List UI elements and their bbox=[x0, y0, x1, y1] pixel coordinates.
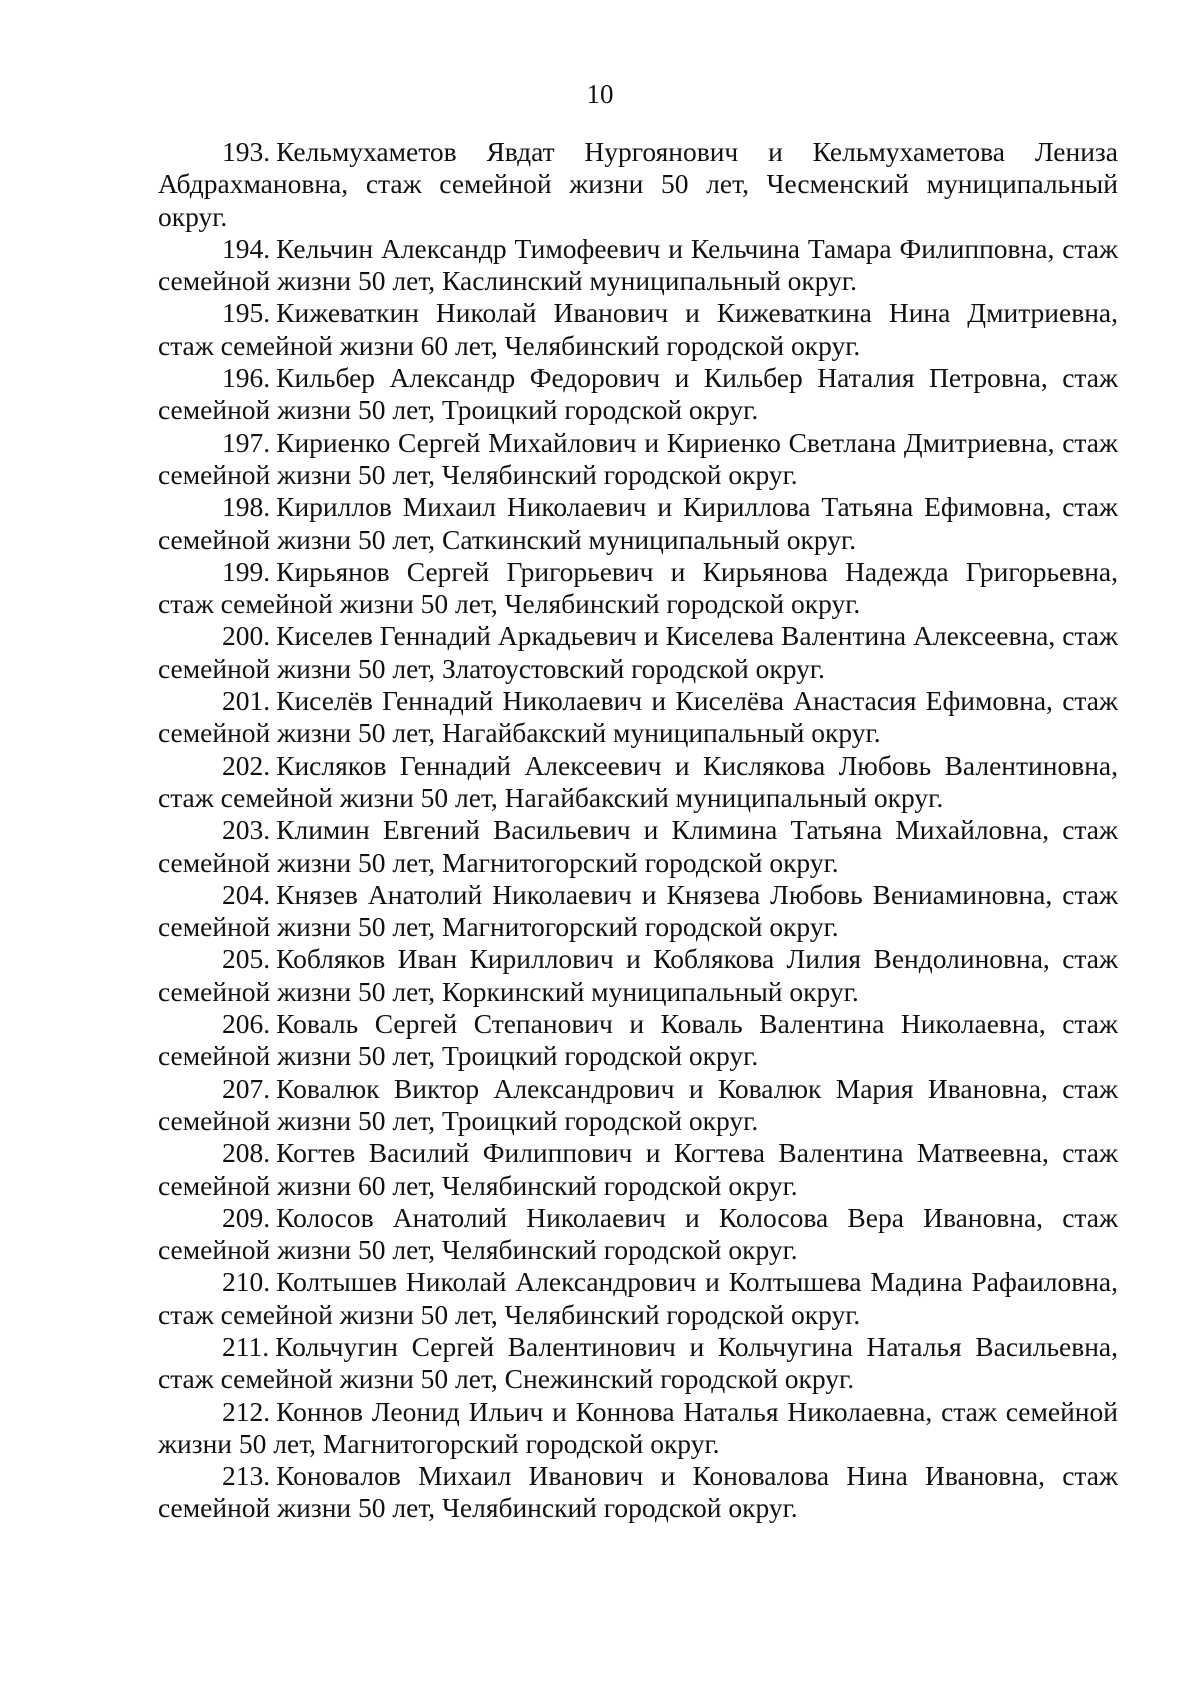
list-item bbox=[158, 943, 1118, 1008]
list-item bbox=[158, 1460, 1118, 1525]
entry-text: Кольчугин Сергей Валентинович и Кольчугина Наталья Васильевна, стаж семейной жизни 50 лет, Снежинский городской округ. bbox=[158, 1330, 1118, 1395]
entry-text: Колтышев Николай Александрович и Колтышева Мадина Рафаиловна, стаж семейной жизни 50 лет, Челябинский городской округ. bbox=[158, 1266, 1118, 1330]
entry-number: 202. bbox=[222, 749, 271, 781]
page-number: 10 bbox=[586, 79, 614, 109]
entry-text: Когтев Василий Филиппович и Когтева Валентина Матвеевна, стаж семейной жизни 60 лет, Челябинский городской округ. bbox=[158, 1137, 1118, 1201]
entry-text: Коновалов Михаил Иванович и Коновалова Нина Ивановна, стаж семейной жизни 50 лет, Челябинский городской округ. bbox=[158, 1460, 1118, 1524]
entry-number: 197. bbox=[222, 426, 271, 458]
list-item bbox=[158, 556, 1118, 621]
entry-text: Колосов Анатолий Николаевич и Колосова Вера Ивановна, стаж семейной жизни 50 лет, Челябинский городской округ. bbox=[158, 1201, 1118, 1266]
entry-number: 207. bbox=[222, 1072, 271, 1104]
entry-number: 206. bbox=[222, 1008, 271, 1040]
entry-number: 193. bbox=[222, 136, 271, 167]
entry-text: Кирьянов Сергей Григорьевич и Кирьянова Надежда Григорьевна, стаж семейной жизни 50 лет, Челябинский городской округ. bbox=[158, 555, 1118, 620]
entry-text: Кобляков Иван Кириллович и Коблякова Лилия Вендолиновна, стаж семейной жизни 50 лет, Коркинский муниципальный округ. bbox=[158, 943, 1118, 1007]
list-item bbox=[158, 750, 1118, 815]
entry-text: Коннов Леонид Ильич и Коннова Наталья Николаевна, стаж семейной жизни 50 лет, Магнитогорский городской округ. bbox=[158, 1395, 1118, 1459]
entry-number: 195. bbox=[222, 297, 271, 329]
entry-text: Климин Евгений Васильевич и Климина Татьяна Михайловна, стаж семейной жизни 50 лет, Магнитогорский городской округ. bbox=[158, 814, 1118, 878]
list-item bbox=[158, 1396, 1118, 1461]
entry-number: 200. bbox=[222, 620, 271, 652]
entry-text: Коваль Сергей Степанович и Коваль Валентина Николаевна, стаж семейной жизни 50 лет, Троицкий городской округ. bbox=[158, 1008, 1118, 1072]
list-item bbox=[158, 362, 1118, 427]
list-item bbox=[158, 1331, 1118, 1396]
list-item bbox=[158, 814, 1118, 879]
list-item bbox=[158, 1137, 1118, 1202]
list-item bbox=[158, 233, 1118, 298]
list-item bbox=[158, 1202, 1118, 1267]
entry-text: Кижеваткин Николай Иванович и Кижеваткина Нина Дмитриевна, стаж семейной жизни 60 лет, Челябинский городской округ. bbox=[158, 297, 1118, 361]
list-item bbox=[158, 427, 1118, 492]
entry-text: Кельмухаметов Явдат Нургоянович и Кельмухаметова Лениза Абдрахмановна, стаж семейной жизни 50 лет, Чесменский муниципальный округ. bbox=[158, 136, 1118, 232]
entry-number: 210. bbox=[222, 1266, 271, 1298]
list-item bbox=[158, 1008, 1118, 1073]
entry-number: 203. bbox=[222, 814, 271, 846]
entries-list bbox=[158, 136, 1118, 1525]
entry-text: Кириллов Михаил Николаевич и Кириллова Татьяна Ефимовна, стаж семейной жизни 50 лет, Саткинский муниципальный округ. bbox=[158, 491, 1118, 555]
list-item bbox=[158, 879, 1118, 944]
entry-text: Ковалюк Виктор Александрович и Ковалюк Мария Ивановна, стаж семейной жизни 50 лет, Троицкий городской округ. bbox=[158, 1072, 1118, 1136]
list-item bbox=[158, 297, 1118, 362]
entry-number: 209. bbox=[222, 1201, 271, 1233]
entry-number: 213. bbox=[222, 1460, 271, 1492]
entry-text: Киселев Геннадий Аркадьевич и Киселева Валентина Алексеевна, стаж семейной жизни 50 лет, Златоустовский городской округ. bbox=[158, 620, 1118, 684]
entry-number: 194. bbox=[222, 232, 271, 264]
entry-number: 212. bbox=[222, 1395, 271, 1427]
list-item bbox=[158, 620, 1118, 685]
entry-number: 198. bbox=[222, 491, 271, 523]
entry-number: 196. bbox=[222, 362, 271, 394]
list-item bbox=[158, 1073, 1118, 1138]
entry-text: Кильбер Александр Федорович и Кильбер Наталия Петровна, стаж семейной жизни 50 лет, Троицкий городской округ. bbox=[158, 362, 1118, 426]
list-item bbox=[158, 491, 1118, 556]
entry-text: Князев Анатолий Николаевич и Князева Любовь Вениаминовна, стаж семейной жизни 50 лет, Магнитогорский городской округ. bbox=[158, 878, 1118, 943]
entry-number: 208. bbox=[222, 1137, 271, 1169]
list-item bbox=[158, 685, 1118, 750]
list-item bbox=[158, 136, 1118, 233]
entry-number: 205. bbox=[222, 943, 271, 975]
list-item bbox=[158, 1266, 1118, 1331]
entry-number: 211. bbox=[222, 1330, 270, 1362]
entry-number: 199. bbox=[222, 555, 271, 587]
entry-number: 201. bbox=[222, 685, 271, 717]
entry-text: Кисляков Геннадий Алексеевич и Кислякова Любовь Валентиновна, стаж семейной жизни 50 лет, Нагайбакский муниципальный округ. bbox=[158, 749, 1118, 813]
entry-text: Кельчин Александр Тимофеевич и Кельчина Тамара Филипповна, стаж семейной жизни 50 лет, Каслинский муниципальный округ. bbox=[158, 232, 1118, 297]
entry-text: Кириенко Сергей Михайлович и Кириенко Светлана Дмитриевна, стаж семейной жизни 50 лет, Челябинский городской округ. bbox=[158, 426, 1118, 490]
entry-number: 204. bbox=[222, 878, 271, 910]
entry-text: Киселёв Геннадий Николаевич и Киселёва Анастасия Ефимовна, стаж семейной жизни 50 лет, Нагайбакский муниципальный округ. bbox=[158, 685, 1118, 749]
